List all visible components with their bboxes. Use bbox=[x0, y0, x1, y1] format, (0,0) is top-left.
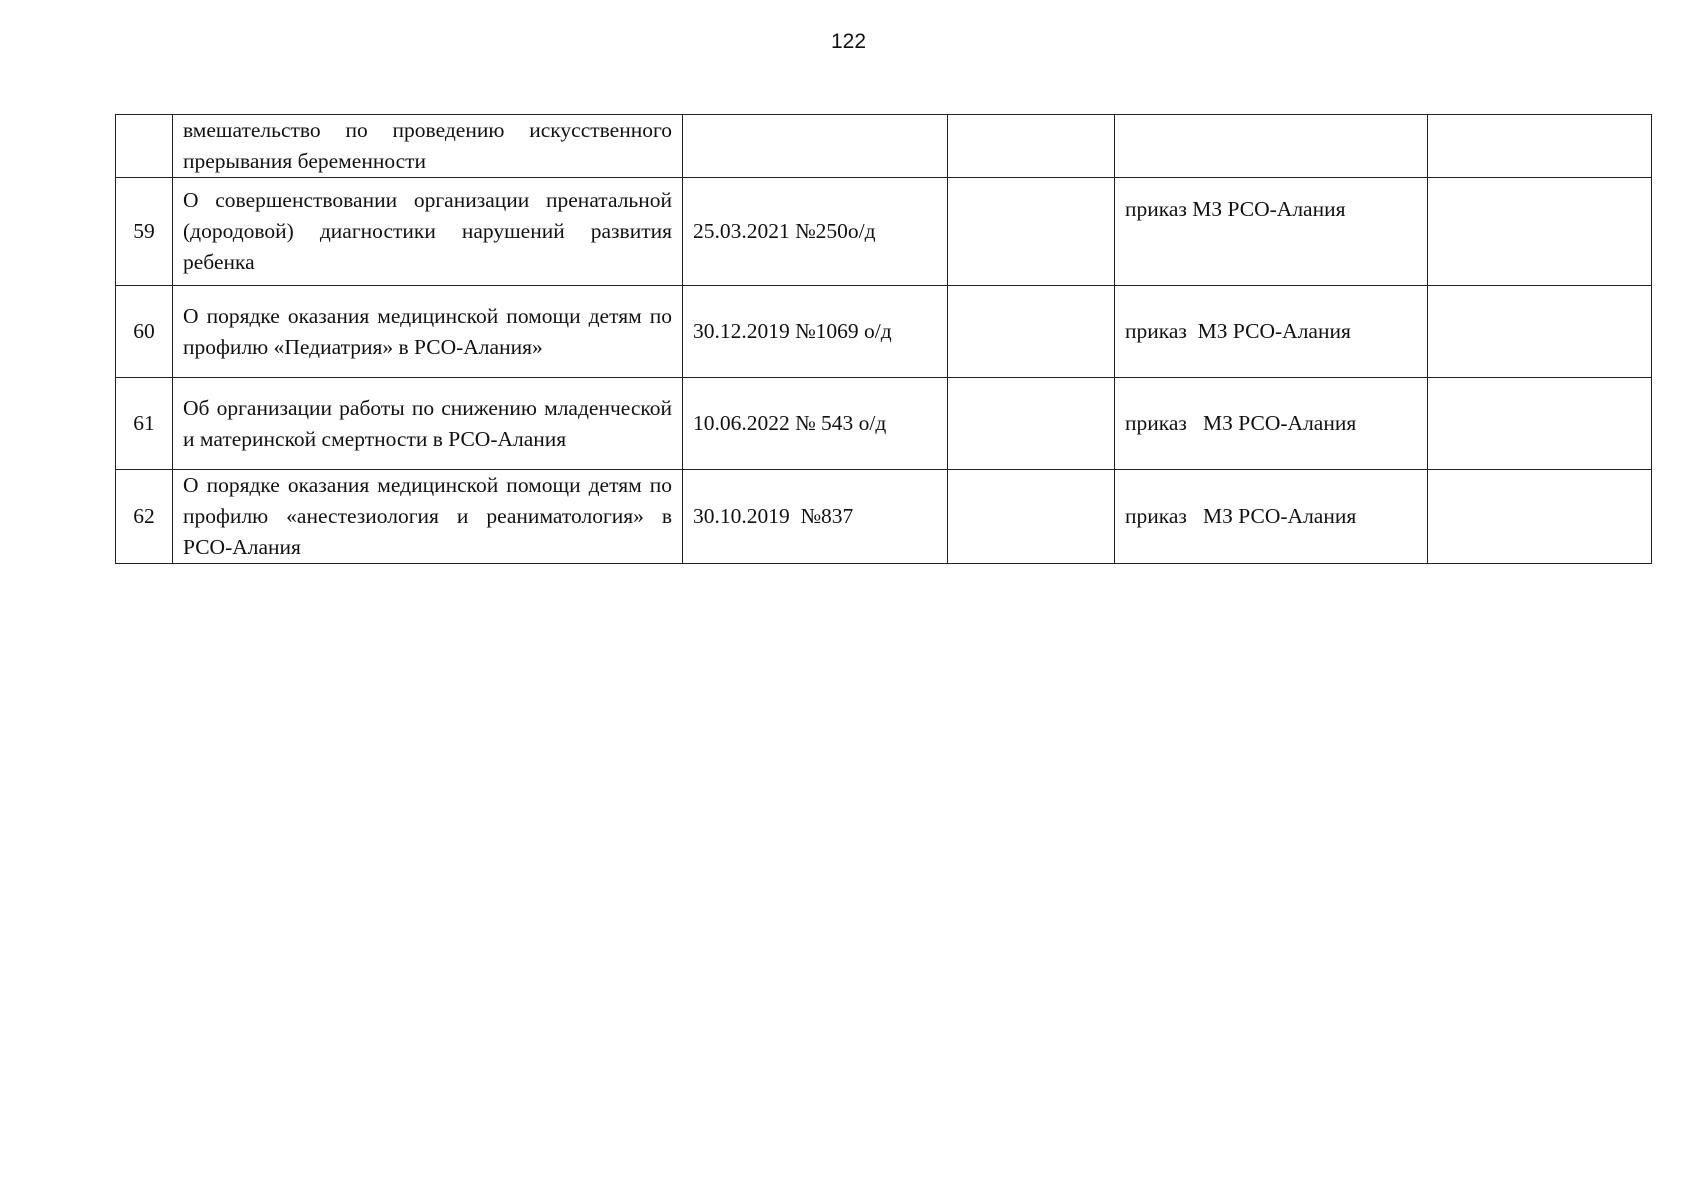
empty-cell bbox=[948, 115, 1115, 178]
empty-cell bbox=[948, 286, 1115, 378]
row-number-cell: 59 bbox=[116, 178, 173, 286]
document-type-cell: приказ МЗ РСО-Алания bbox=[1115, 378, 1428, 470]
date-number-cell: 30.12.2019 №1069 о/д bbox=[683, 286, 948, 378]
table-row bbox=[116, 115, 1652, 178]
row-number-cell bbox=[116, 115, 173, 178]
document-type-cell bbox=[1115, 115, 1428, 178]
table-row bbox=[116, 286, 1652, 378]
document-title-cell: Об организации работы по снижению младенческой и материнской смертности в РСО-Алания bbox=[173, 378, 683, 470]
document-type-cell: приказ МЗ РСО-Алания bbox=[1115, 178, 1428, 286]
document-title-cell: О порядке оказания медицинской помощи детям по профилю «анестезиология и реаниматология» в РСО-Алания bbox=[173, 470, 683, 564]
table-row bbox=[116, 378, 1652, 470]
empty-cell bbox=[1428, 470, 1652, 564]
empty-cell bbox=[948, 178, 1115, 286]
document-title-cell: О порядке оказания медицинской помощи детям по профилю «Педиатрия» в РСО-Алания» bbox=[173, 286, 683, 378]
page-number: 122 bbox=[830, 30, 867, 53]
date-number-cell: 30.10.2019 №837 bbox=[683, 470, 948, 564]
document-type-cell: приказ МЗ РСО-Алания bbox=[1115, 470, 1428, 564]
empty-cell bbox=[948, 470, 1115, 564]
date-number-cell: 25.03.2021 №250о/д bbox=[683, 178, 948, 286]
document-title-cell: О совершенствовании организации пренатальной (дородовой) диагностики нарушений развития ребенка bbox=[173, 178, 683, 286]
row-number-cell: 61 bbox=[116, 378, 173, 470]
document-title-cell: вмешательство по проведению искусственного прерывания беременности bbox=[173, 115, 683, 178]
row-number-cell: 60 bbox=[116, 286, 173, 378]
empty-cell bbox=[1428, 286, 1652, 378]
document-table bbox=[115, 114, 1652, 564]
empty-cell bbox=[948, 378, 1115, 470]
table-row bbox=[116, 470, 1652, 564]
empty-cell bbox=[1428, 178, 1652, 286]
row-number-cell: 62 bbox=[116, 470, 173, 564]
date-number-cell: 10.06.2022 № 543 о/д bbox=[683, 378, 948, 470]
empty-cell bbox=[1428, 115, 1652, 178]
document-type-cell: приказ МЗ РСО-Алания bbox=[1115, 286, 1428, 378]
empty-cell bbox=[1428, 378, 1652, 470]
date-number-cell bbox=[683, 115, 948, 178]
table-row bbox=[116, 178, 1652, 286]
